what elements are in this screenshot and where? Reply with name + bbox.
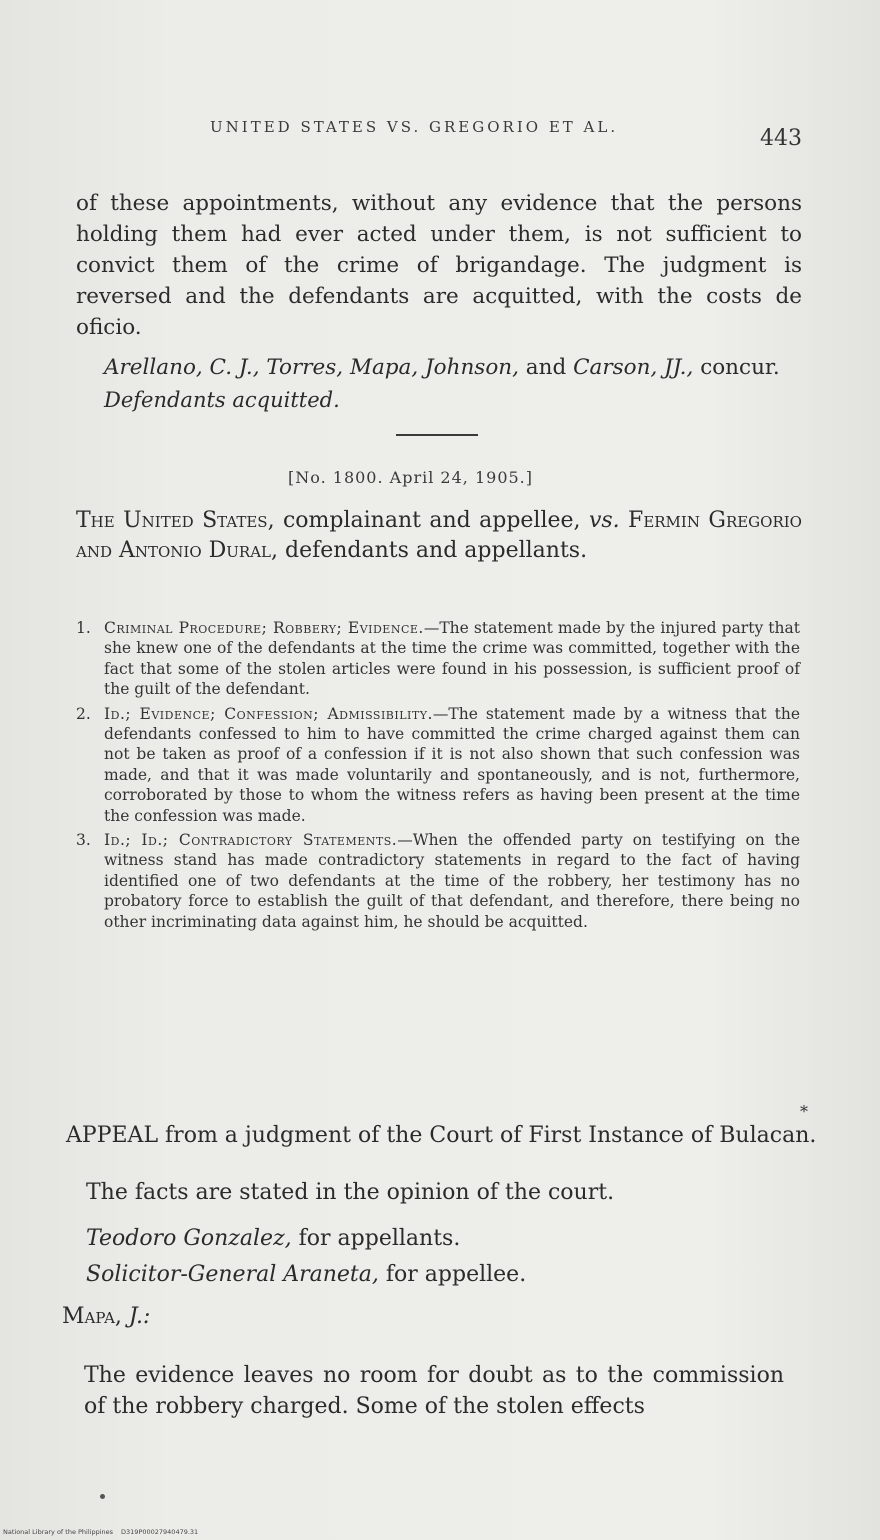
concurring-last-judge: Carson, JJ., [573,354,694,380]
counsel-role: for appellee. [378,1262,527,1287]
defendant-role: defendants and appellants. [278,538,588,563]
case-title [76,506,802,566]
counsel-name: Teodoro Gonzalez, [86,1226,292,1251]
running-head: UNITED STATES VS. GREGORIO ET AL. [210,118,619,136]
appeal-statement: APPEAL from a judgment of the Court of First Instance of Bulacan. [66,1123,817,1148]
concurrence-verb: concur. [693,354,780,380]
syllabus-heading: Id.; Id.; Contradictory Statements. [104,831,398,850]
justice-title: J.: [121,1304,151,1329]
section-divider [396,434,478,436]
syllabus-item [76,704,800,826]
syllabus-heading: Criminal Procedure; Robbery; Evidence. [104,619,424,637]
syllabus-text: —When the offended party on testifying on the witness stand has made contradictory statements in regard to the fact of having identified one of two defendants at the time of the robbery, her testimony has no probatory force to establish the guilt of that defendant, and therefore, there being no other incriminating data against him, he should be acquitted. [104,831,800,931]
case-result: Defendants acquitted. [104,388,340,412]
defendant-names: Fermin Gregorio and Antonio Dural, [76,508,802,563]
syllabus [76,618,800,936]
docket-number: [No. 1800. April 24, 1905.] [288,468,533,487]
counsel-appellants [86,1226,460,1251]
versus: vs. [588,508,620,533]
library-name: National Library of the Philippines [3,1528,114,1536]
counsel-name: Solicitor-General Araneta, [86,1262,379,1287]
paragraph-continued: of these appointments, without any evidence that the persons holding them had ever acted under them, is not sufficient to convict them of the crime of brigandage. The judgment is reversed and the defendants are acquitted, with the costs de oficio. [76,190,802,340]
syllabus-item [76,830,800,932]
scan-code: D319P00027940479.31 [121,1528,199,1536]
footnote-mark: * [800,1102,808,1121]
plaintiff-name: The United States, [76,508,275,533]
concurrence-line [76,352,802,383]
syllabus-number: 2. [76,704,91,723]
page-mark [100,1494,105,1499]
counsel-role: for appellants. [291,1226,461,1251]
syllabus-number: 3. [76,831,91,850]
syllabus-text: —The statement made by a witness that the defendants confessed to him to have committed the crime charged against them can not be taken as proof of a confession if it is not also shown that such confession was made, and that it was made voluntarily and spontaneously, and is not, furthermore, corroborated by those to whom the witness refers as having been present at the time the confession was made. [104,704,800,825]
page-number: 443 [760,126,802,151]
concurrence-and: and [518,354,574,380]
opinion-text: The evidence leaves no room for doubt as to the commission of the robbery charged. Some of the stolen effects [84,1363,784,1419]
counsel-appellee [86,1262,526,1287]
opinion-author [62,1304,150,1329]
syllabus-number: 1. [76,619,91,637]
scan-footer [3,1528,206,1536]
concurring-judges: Arellano, C. J., Torres, Mapa, Johnson, [104,354,519,380]
justice-name: Mapa, [62,1304,122,1329]
syllabus-item [76,618,800,700]
syllabus-heading: Id.; Evidence; Confession; Admissibility. [104,704,433,723]
facts-statement: The facts are stated in the opinion of the court. [86,1180,615,1205]
syllabus-text: —The statement made by the injured party that she knew one of the defendants at the time the crime was committed, together with the fact that some of the stolen articles were found in his possession, is sufficient proof of the guilt of the defendant. [104,619,800,699]
plaintiff-role: complainant and appellee, [274,508,589,533]
